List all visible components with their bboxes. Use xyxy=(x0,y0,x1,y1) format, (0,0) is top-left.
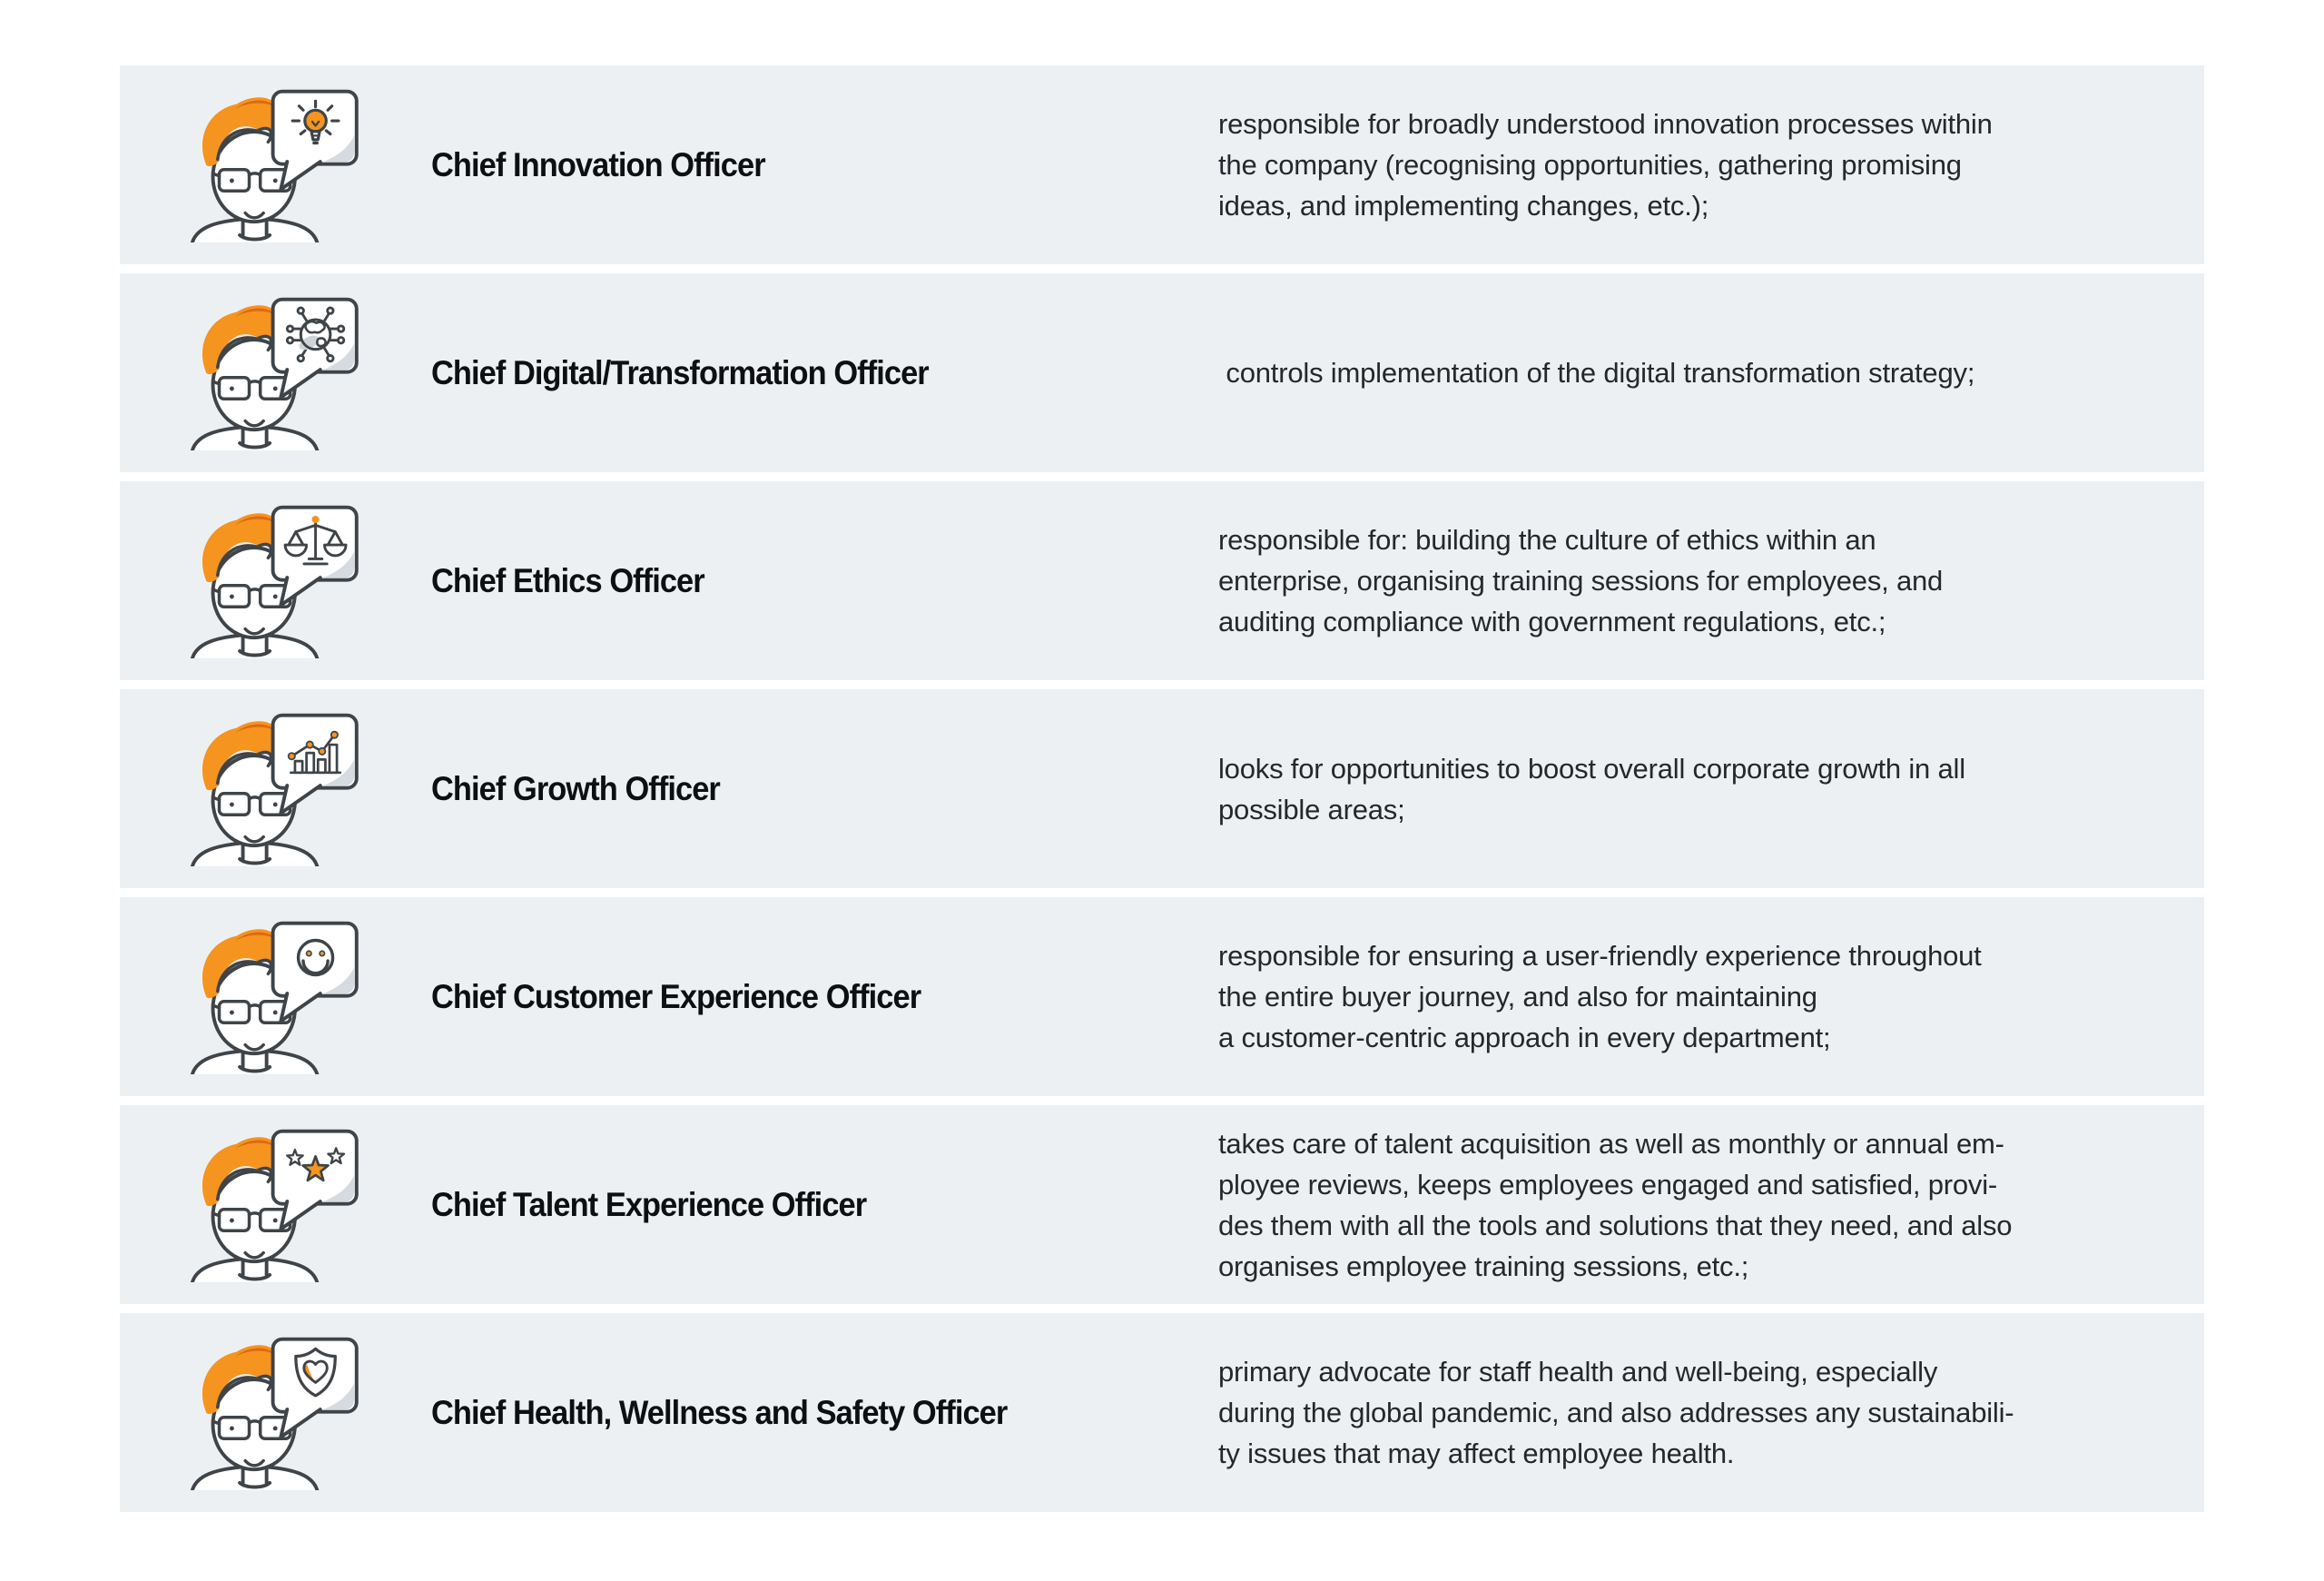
persona-icon-cell xyxy=(180,296,431,450)
description-line: responsible for broadly understood innovation processes within xyxy=(1218,108,1993,140)
persona-icon-cell xyxy=(180,504,431,658)
description-line: the company (recognising opportunities, gathering promising xyxy=(1218,149,1962,181)
person-with-speech-bubble-icon xyxy=(180,920,361,1074)
description-line: ployee reviews, keeps employees engaged and satisfied, provi- xyxy=(1218,1168,1998,1201)
officer-description xyxy=(1218,935,2204,1058)
title-cell xyxy=(431,1394,1218,1432)
officer-row xyxy=(120,1105,2204,1304)
title-cell xyxy=(431,354,1218,392)
officer-row xyxy=(120,481,2204,680)
officer-description xyxy=(1218,104,2204,226)
officer-description xyxy=(1218,1123,2204,1287)
officer-title: Chief Growth Officer xyxy=(431,769,720,807)
officer-title: Chief Customer Experience Officer xyxy=(431,977,921,1015)
description-line: looks for opportunities to boost overall corporate growth in all xyxy=(1218,752,1965,785)
officer-title: Chief Innovation Officer xyxy=(431,145,765,183)
description-line: the entire buyer journey, and also for maintaining xyxy=(1218,981,1817,1013)
person-with-speech-bubble-icon xyxy=(180,1128,361,1282)
speech-bubble xyxy=(273,1131,357,1229)
speech-bubble xyxy=(273,715,357,813)
description-line: takes care of talent acquisition as well as monthly or annual em- xyxy=(1218,1127,2004,1160)
officer-title: Chief Ethics Officer xyxy=(431,561,704,599)
description-line: enterprise, organising training sessions for employees, and xyxy=(1218,565,1944,597)
speech-bubble xyxy=(273,923,357,1021)
description-line: auditing compliance with government regulations, etc.; xyxy=(1218,606,1886,637)
title-cell xyxy=(431,562,1218,600)
description-line: during the global pandemic, and also addresses any sustainabili- xyxy=(1218,1397,2014,1428)
person-with-speech-bubble-icon xyxy=(180,712,361,866)
description-line: a customer-centric approach in every department; xyxy=(1218,1022,1831,1053)
officer-description xyxy=(1218,748,2204,830)
officer-row xyxy=(120,1313,2204,1512)
officer-title: Chief Talent Experience Officer xyxy=(431,1185,867,1223)
description-line: responsible for ensuring a user-friendly experience throughout xyxy=(1218,940,1982,972)
officer-description xyxy=(1218,519,2204,642)
officer-description xyxy=(1218,352,2204,393)
title-cell xyxy=(431,770,1218,808)
description-line: ty issues that may affect employee health. xyxy=(1218,1438,1735,1469)
description-line: possible areas; xyxy=(1218,793,1405,825)
title-cell xyxy=(431,1186,1218,1224)
speech-bubble xyxy=(273,91,357,189)
description-line: responsible for: building the culture of ethics within an xyxy=(1218,524,1876,556)
persona-icon-cell xyxy=(180,1336,431,1490)
person-with-speech-bubble-icon xyxy=(180,88,361,242)
title-cell xyxy=(431,146,1218,184)
officer-title: Chief Health, Wellness and Safety Officer xyxy=(431,1393,1008,1431)
officer-description xyxy=(1218,1351,2204,1474)
title-cell xyxy=(431,978,1218,1016)
description-line: organises employee training sessions, etc.; xyxy=(1218,1250,1749,1282)
officer-row xyxy=(120,273,2204,472)
officer-row xyxy=(120,65,2204,264)
description-line: ideas, and implementing changes, etc.); xyxy=(1218,190,1709,222)
description-line: des them with all the tools and solutions that they need, and also xyxy=(1218,1209,2013,1241)
person-with-speech-bubble-icon xyxy=(180,296,361,450)
person-with-speech-bubble-icon xyxy=(180,1336,361,1490)
speech-bubble xyxy=(273,1339,357,1437)
persona-icon-cell xyxy=(180,1128,431,1282)
officer-row xyxy=(120,689,2204,888)
smiley-icon xyxy=(299,940,333,974)
speech-bubble xyxy=(273,299,357,397)
persona-icon-cell xyxy=(180,712,431,866)
officer-row xyxy=(120,897,2204,1096)
persona-icon-cell xyxy=(180,88,431,242)
persona-icon-cell xyxy=(180,920,431,1074)
officer-title: Chief Digital/Transformation Officer xyxy=(431,353,929,391)
description-line: controls implementation of the digital transformation strategy; xyxy=(1218,357,1975,389)
speech-bubble xyxy=(273,507,357,605)
person-with-speech-bubble-icon xyxy=(180,504,361,658)
description-line: primary advocate for staff health and well-being, especially xyxy=(1218,1356,1938,1388)
